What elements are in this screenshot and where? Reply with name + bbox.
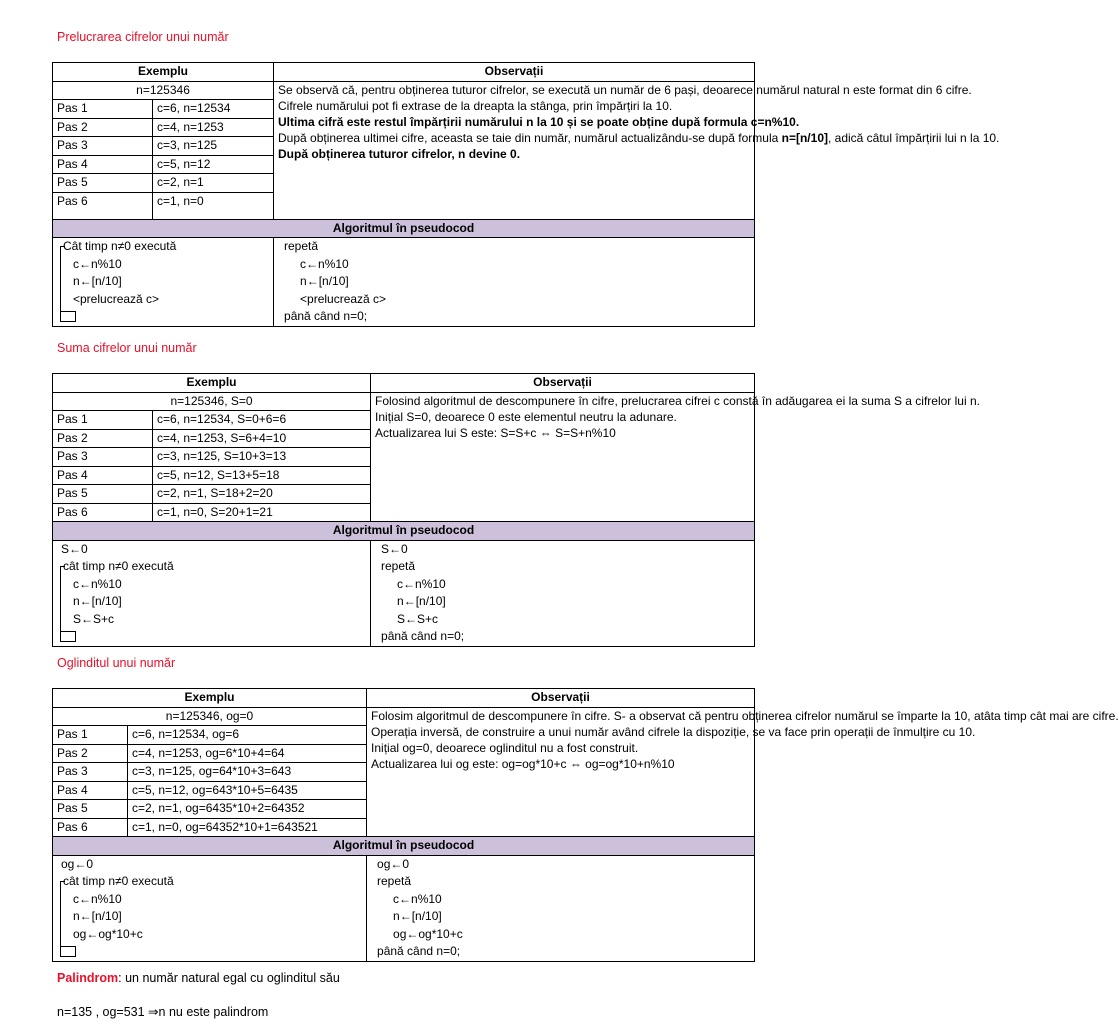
- code-line: c←n%10: [73, 576, 122, 591]
- example-init: n=125346, og=0: [53, 707, 367, 726]
- step-label: Pas 6: [53, 503, 153, 522]
- code-line: n←[n/10]: [73, 594, 122, 608]
- step-label: Pas 4: [53, 466, 153, 485]
- step-value: c=2, n=1, og=6435*10+2=64352: [128, 800, 367, 819]
- step-label: Pas 5: [53, 485, 153, 504]
- step-label: Pas 3: [53, 137, 153, 156]
- step-label: Pas 1: [53, 411, 153, 430]
- code-line: n←[n/10]: [393, 909, 442, 923]
- while-line: Cât timp n≠0 execută: [63, 239, 177, 253]
- step-value: c=4, n=1253, og=6*10+4=64: [128, 744, 367, 763]
- code-line: og←og*10+c: [73, 926, 143, 941]
- code-line: og←0: [61, 856, 94, 871]
- code-line: og←og*10+c: [393, 926, 463, 941]
- code-line: c←n%10: [73, 256, 122, 271]
- step-value: c=1, n=0, og=64352*10+1=643521: [128, 818, 367, 837]
- code-line: c←n%10: [397, 576, 446, 591]
- code-line: S←S+c: [73, 611, 115, 626]
- observation-1: Se observă că, pentru obținerea tuturor cifrelor, se execută un număr de 6 pași, deoarece numărul natural n este format din 6 cifre.: [278, 82, 972, 97]
- step-value: c=1, n=0, S=20+1=21: [153, 503, 371, 522]
- observation-2: Operația inversă, de construire a unui număr având cifrele la dispoziție, se va face prin operații de înmulțire cu 10.: [371, 724, 976, 739]
- observation-2: Cifrele numărului pot fi extrase de la dreapta la stânga, prin împărțiri la 10.: [278, 98, 673, 113]
- step-value: c=3, n=125: [153, 137, 274, 156]
- observations-cell: [371, 392, 980, 522]
- step-label: Pas 6: [53, 818, 128, 837]
- section-title-2: Suma cifrelor unui număr: [57, 341, 197, 355]
- header-observations: Observații: [371, 374, 755, 393]
- code-line: n←[n/10]: [397, 594, 446, 608]
- code-line: c←n%10: [300, 256, 349, 271]
- code-line: <prelucrează c>: [73, 291, 160, 306]
- observation-4-bold: n=[n/10]: [781, 130, 828, 145]
- code-line: n←[n/10]: [73, 274, 122, 288]
- step-label: Pas 4: [53, 781, 128, 800]
- while-line: cât timp n≠0 execută: [63, 874, 174, 888]
- header-example: Exemplu: [53, 374, 371, 393]
- code-line: c←n%10: [73, 891, 122, 906]
- digit-sum-table: [52, 373, 980, 647]
- section-title-1: Prelucrarea cifrelor unui număr: [57, 30, 229, 44]
- code-line: <prelucrează c>: [300, 291, 387, 306]
- step-label: Pas 2: [53, 744, 128, 763]
- observation-4-text2: , adică câtul împărțirii lui n la 10.: [827, 130, 1000, 145]
- observation-3: Actualizarea lui S este: S=S+c ⇔ S=S+n%10: [375, 425, 616, 440]
- observation-1: Folosim algoritmul de descompunere în cifre. S- a observat că pentru obținerea cifrelor numărul se împarte la 10, atâta timp cât mai are cifre.: [371, 708, 1119, 723]
- repeat-algorithm: [274, 238, 755, 327]
- observation-4: Actualizarea lui og este: og=og*10+c ⇔ og=og*10+n%10: [371, 756, 675, 771]
- algo-header: Algoritmul în pseudocod: [53, 219, 755, 238]
- mirror-number-table: [52, 688, 1119, 962]
- palindrom-example: n=135 , og=531 ⇒n nu este palindrom: [57, 1005, 269, 1019]
- code-line: S←S+c: [397, 611, 439, 626]
- header-example: Exemplu: [53, 63, 274, 82]
- code-line: S←0: [381, 541, 408, 556]
- while-line: cât timp n≠0 execută: [63, 559, 174, 573]
- step-value: c=6, n=12534: [153, 100, 274, 119]
- step-label: Pas 2: [53, 118, 153, 137]
- algo-header: Algoritmul în pseudocod: [53, 522, 755, 541]
- step-label: Pas 3: [53, 763, 128, 782]
- step-value: c=4, n=1253, S=6+4=10: [153, 429, 371, 448]
- observation-3: Ultima cifră este restul împărțirii numărului n la 10 și se poate obține după formula c=n%10.: [278, 114, 800, 129]
- until-line: până când n=0;: [284, 309, 368, 323]
- observation-4: [278, 130, 1000, 146]
- repeat-algorithm: [367, 855, 755, 961]
- code-line: og←0: [377, 856, 410, 871]
- step-value: c=4, n=1253: [153, 118, 274, 137]
- header-observations: Observații: [367, 689, 755, 708]
- step-label: Pas 5: [53, 174, 153, 193]
- until-line: până când n=0;: [377, 944, 461, 958]
- step-value: c=5, n=12, S=13+5=18: [153, 466, 371, 485]
- step-value: c=1, n=0: [153, 192, 274, 219]
- section-title-3: Oglinditul unui număr: [57, 656, 176, 670]
- step-label: Pas 6: [53, 192, 153, 219]
- step-value: c=5, n=12: [153, 155, 274, 174]
- repeat-line: repetă: [284, 239, 319, 253]
- step-label: Pas 1: [53, 726, 128, 745]
- observation-2: Inițial S=0, deoarece 0 este elementul neutru la adunare.: [375, 409, 677, 424]
- step-value: c=6, n=12534, og=6: [128, 726, 367, 745]
- step-label: Pas 3: [53, 448, 153, 467]
- observations-cell: [367, 707, 1119, 837]
- palindrom-definition-text: : un număr natural egal cu oglinditul său: [118, 971, 340, 985]
- step-label: Pas 5: [53, 800, 128, 819]
- while-algorithm: [53, 238, 274, 327]
- while-algorithm: [53, 855, 367, 961]
- repeat-algorithm: [371, 540, 755, 646]
- code-line: S←0: [61, 541, 88, 556]
- code-line: n←[n/10]: [73, 909, 122, 923]
- step-value: c=2, n=1, S=18+2=20: [153, 485, 371, 504]
- example-init: n=125346, S=0: [53, 392, 371, 411]
- observation-1: Folosind algoritmul de descompunere în cifre, prelucrarea cifrei c constă în adăugarea ei la suma S a cifrelor lui n.: [375, 393, 980, 408]
- header-example: Exemplu: [53, 689, 367, 708]
- step-value: c=3, n=125, og=64*10+3=643: [128, 763, 367, 782]
- code-line: c←n%10: [393, 891, 442, 906]
- observation-3: Inițial og=0, deoarece oglinditul nu a fost construit.: [371, 740, 639, 755]
- observations-cell: [274, 81, 1000, 219]
- repeat-line: repetă: [377, 874, 412, 888]
- header-observations: Observații: [274, 63, 755, 82]
- observation-5: După obținerea tuturor cifrelor, n devine 0.: [278, 146, 521, 161]
- while-algorithm: [53, 540, 371, 646]
- step-value: c=2, n=1: [153, 174, 274, 193]
- step-label: Pas 4: [53, 155, 153, 174]
- step-label: Pas 2: [53, 429, 153, 448]
- repeat-line: repetă: [381, 559, 416, 573]
- example-init: n=125346: [53, 81, 274, 100]
- algo-header: Algoritmul în pseudocod: [53, 837, 755, 856]
- palindrom-definition: [57, 971, 340, 985]
- palindrom-term: Palindrom: [57, 971, 119, 985]
- step-value: c=3, n=125, S=10+3=13: [153, 448, 371, 467]
- code-line: n←[n/10]: [300, 274, 349, 288]
- digits-processing-table: [52, 62, 1000, 327]
- step-value: c=5, n=12, og=643*10+5=6435: [128, 781, 367, 800]
- step-label: Pas 1: [53, 100, 153, 119]
- step-value: c=6, n=12534, S=0+6=6: [153, 411, 371, 430]
- until-line: până când n=0;: [381, 629, 465, 643]
- observation-4-text1: După obținerea ultimei cifre, aceasta se taie din număr, numărul actualizându-se după formula: [278, 130, 782, 145]
